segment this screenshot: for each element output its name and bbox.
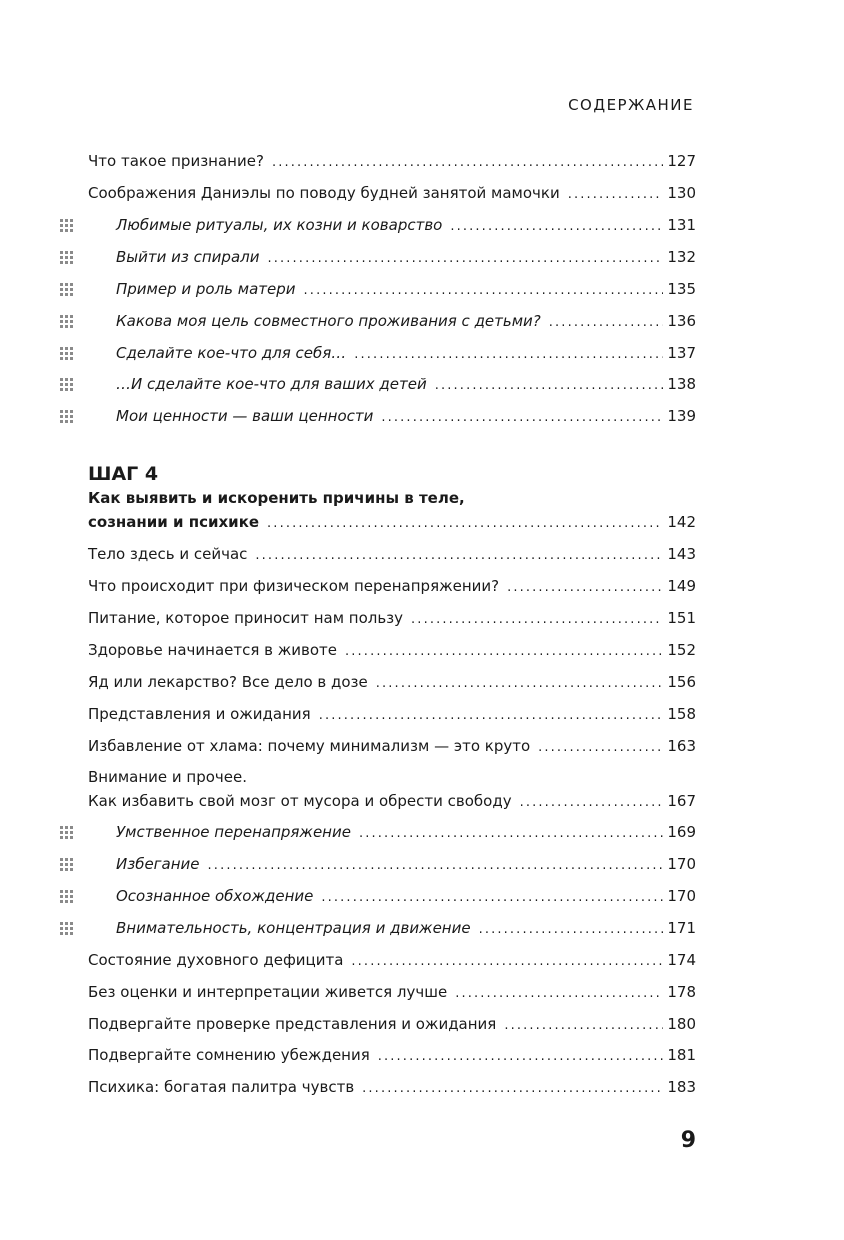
toc-entry-page: 169 xyxy=(667,823,696,841)
toc-entry[interactable] xyxy=(88,1076,696,1098)
grid-bullet-icon xyxy=(60,283,73,296)
toc-entry-title: Умственное перенапряжение xyxy=(116,823,351,841)
toc-subentry[interactable] xyxy=(88,405,696,427)
toc-entry[interactable] xyxy=(88,607,696,629)
leader-dots xyxy=(435,375,664,397)
toc-entry-title: Тело здесь и сейчас xyxy=(88,545,248,563)
toc-subentry[interactable] xyxy=(88,246,696,268)
leader-dots xyxy=(354,344,663,366)
leader-dots xyxy=(381,407,663,429)
leader-dots xyxy=(267,513,663,535)
toc-entry-page: 183 xyxy=(667,1078,696,1096)
toc-entry-title: Любимые ритуалы, их козни и коварство xyxy=(116,216,443,234)
leader-dots xyxy=(267,248,663,270)
toc-entry-title: Психика: богатая палитра чувств xyxy=(88,1078,355,1096)
toc-entry-page: 142 xyxy=(667,513,696,531)
toc-entry-title: Мои ценности — ваши ценности xyxy=(116,407,374,425)
toc-entry[interactable] xyxy=(88,1044,696,1066)
toc-subentry[interactable] xyxy=(88,342,696,364)
leader-dots xyxy=(319,705,664,727)
toc-entry-page: 170 xyxy=(667,887,696,905)
toc-entry-title: …И сделайте кое-что для ваших детей xyxy=(116,375,427,393)
toc-entry[interactable] xyxy=(88,575,696,597)
toc-entry-page: 149 xyxy=(667,577,696,595)
step-label: ШАГ 4 xyxy=(88,463,159,485)
page-number: 9 xyxy=(680,1128,696,1153)
leader-dots xyxy=(411,609,663,631)
toc-subentry[interactable] xyxy=(88,885,696,907)
toc-entry-title: Как избавить свой мозг от мусора и обрести свободу xyxy=(88,792,512,810)
leader-dots xyxy=(455,983,663,1005)
toc-entry-page: 138 xyxy=(667,375,696,393)
leader-dots xyxy=(479,919,664,941)
toc-entry[interactable] xyxy=(88,182,696,204)
leader-dots xyxy=(507,577,663,599)
toc-subentry[interactable] xyxy=(88,853,696,875)
toc-entry-title: Что происходит при физическом перенапряжении? xyxy=(88,577,500,595)
toc-entry-title: Подвергайте проверке представления и ожидания xyxy=(88,1015,497,1033)
toc-entry-title: Здоровье начинается в животе xyxy=(88,641,338,659)
toc-entry-title: Сделайте кое-что для себя… xyxy=(116,344,347,362)
step-title-entry[interactable] xyxy=(88,511,696,533)
toc-entry[interactable] xyxy=(88,671,696,693)
leader-dots xyxy=(378,1046,664,1068)
toc-entry-page: 132 xyxy=(667,248,696,266)
toc-subentry[interactable] xyxy=(88,214,696,236)
toc-entry-page: 178 xyxy=(667,983,696,1001)
toc-entry-page: 152 xyxy=(667,641,696,659)
leader-dots xyxy=(568,184,664,206)
toc-entry-title: Осознанное обхождение xyxy=(116,887,314,905)
leader-dots xyxy=(504,1015,663,1037)
toc-entry-title: Выйти из спирали xyxy=(116,248,260,266)
toc-entry[interactable] xyxy=(88,790,696,812)
toc-entry-page: 163 xyxy=(667,737,696,755)
toc-entry[interactable] xyxy=(88,543,696,565)
toc-entry-page: 127 xyxy=(667,152,696,170)
toc-entry[interactable] xyxy=(88,981,696,1003)
toc-entry-page: 135 xyxy=(667,280,696,298)
running-header: СОДЕРЖАНИЕ xyxy=(568,96,694,114)
toc-entry-page: 158 xyxy=(667,705,696,723)
grid-bullet-icon xyxy=(60,922,73,935)
toc-entry-page: 174 xyxy=(667,951,696,969)
toc-subentry[interactable] xyxy=(88,373,696,395)
toc-entry[interactable] xyxy=(88,735,696,757)
toc-entry-page: 143 xyxy=(667,545,696,563)
leader-dots xyxy=(520,792,664,814)
toc-entry-page: 180 xyxy=(667,1015,696,1033)
toc-entry-page: 136 xyxy=(667,312,696,330)
toc-subentry[interactable] xyxy=(88,821,696,843)
toc-entry-page: 181 xyxy=(667,1046,696,1064)
grid-bullet-icon xyxy=(60,378,73,391)
grid-bullet-icon xyxy=(60,890,73,903)
leader-dots xyxy=(359,823,663,845)
step-title-line1: Как выявить и искоренить причины в теле, xyxy=(88,489,465,507)
toc-entry-page: 167 xyxy=(667,792,696,810)
leader-dots xyxy=(304,280,664,302)
toc-entry-title: Соображения Даниэлы по поводу будней занятой мамочки xyxy=(88,184,560,202)
toc-subentry[interactable] xyxy=(88,917,696,939)
grid-bullet-icon xyxy=(60,219,73,232)
toc-subentry[interactable] xyxy=(88,310,696,332)
toc-entry-title-line1: Внимание и прочее. xyxy=(88,768,248,786)
grid-bullet-icon xyxy=(60,315,73,328)
toc-entry-title: Какова моя цель совместного проживания с детьми? xyxy=(116,312,541,330)
toc-entry[interactable] xyxy=(88,150,696,172)
grid-bullet-icon xyxy=(60,826,73,839)
leader-dots xyxy=(450,216,663,238)
toc-entry-title: Внимательность, концентрация и движение xyxy=(116,919,471,937)
toc-entry-page: 131 xyxy=(667,216,696,234)
grid-bullet-icon xyxy=(60,410,73,423)
toc-entry-title: Избегание xyxy=(116,855,200,873)
toc-entry-title: Подвергайте сомнению убеждения xyxy=(88,1046,370,1064)
toc-entry[interactable] xyxy=(88,1013,696,1035)
toc-entry-page: 156 xyxy=(667,673,696,691)
leader-dots xyxy=(351,951,663,973)
leader-dots xyxy=(321,887,663,909)
toc-entry-title: Пример и роль матери xyxy=(116,280,296,298)
toc-entry-title: Питание, которое приносит нам пользу xyxy=(88,609,404,627)
toc-entry-page: 130 xyxy=(667,184,696,202)
toc-entry-title: Что такое признание? xyxy=(88,152,264,170)
toc-entry-page: 137 xyxy=(667,344,696,362)
grid-bullet-icon xyxy=(60,251,73,264)
grid-bullet-icon xyxy=(60,858,73,871)
toc-entry-title: Состояние духовного дефицита xyxy=(88,951,344,969)
toc-entry-page: 170 xyxy=(667,855,696,873)
leader-dots xyxy=(345,641,663,663)
leader-dots xyxy=(538,737,663,759)
toc-entry-title: Избавление от хлама: почему минимализм — это круто xyxy=(88,737,531,755)
leader-dots xyxy=(208,855,664,877)
step-title-line2: сознании и психике xyxy=(88,513,260,531)
leader-dots xyxy=(272,152,663,174)
leader-dots xyxy=(376,673,664,695)
toc-entry-page: 171 xyxy=(667,919,696,937)
toc-entry-title: Представления и ожидания xyxy=(88,705,311,723)
leader-dots xyxy=(549,312,664,334)
toc-entry-page: 151 xyxy=(667,609,696,627)
toc-entry-title: Без оценки и интерпретации живется лучше xyxy=(88,983,448,1001)
toc-entry[interactable] xyxy=(88,703,696,725)
leader-dots xyxy=(255,545,663,567)
toc-entry-title: Яд или лекарство? Все дело в дозе xyxy=(88,673,368,691)
toc-entry-page: 139 xyxy=(667,407,696,425)
toc-entry[interactable] xyxy=(88,639,696,661)
leader-dots xyxy=(362,1078,663,1100)
toc-entry[interactable] xyxy=(88,949,696,971)
grid-bullet-icon xyxy=(60,347,73,360)
toc-subentry[interactable] xyxy=(88,278,696,300)
